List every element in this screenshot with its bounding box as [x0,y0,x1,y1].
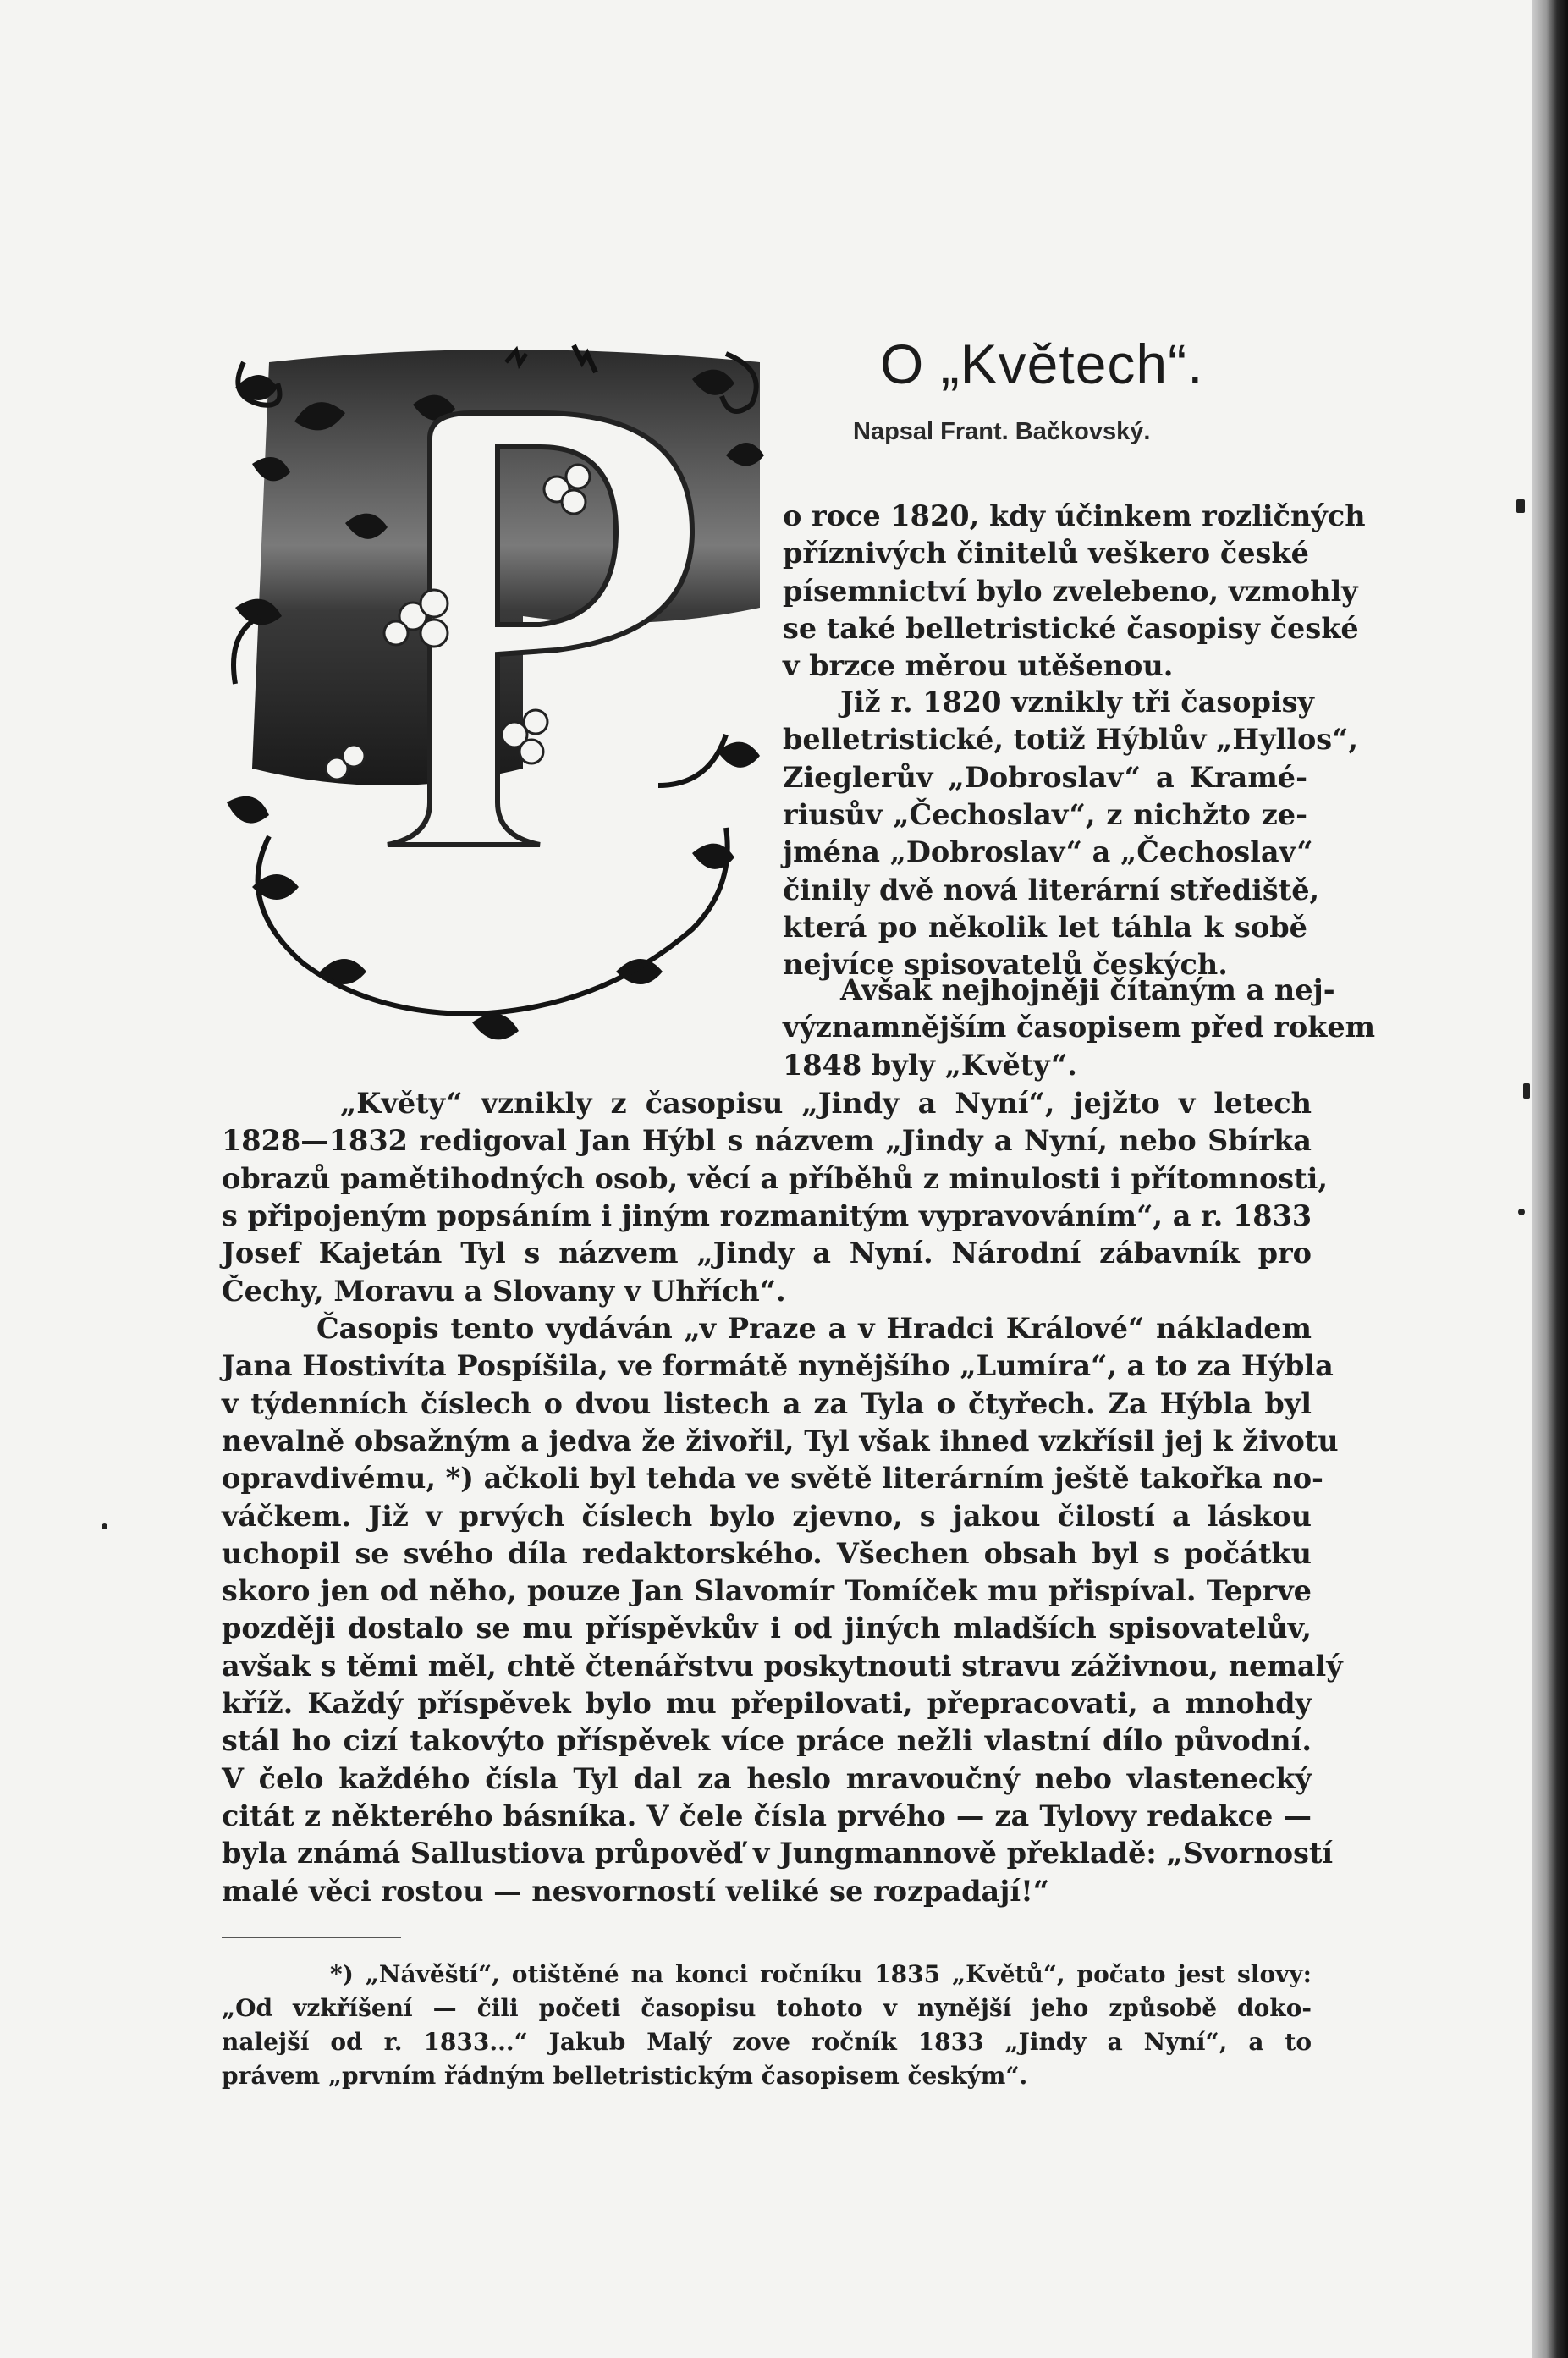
paragraph-line: která po několik let táhla k sobě [783,910,1307,944]
paragraph-line: se také belletristické časopisy české [783,611,1359,645]
decorative-initial-letter [218,328,777,1056]
paragraph-line: citát z některého básníka. V čele čísla prvého — za Tylovy redakce — [222,1799,1312,1832]
paragraph-line: 1848 byly „Květy“. [783,1048,1077,1082]
paragraph-line: V čelo každého čísla Tyl dal za heslo mravoučný nebo vlastenecký [222,1761,1312,1795]
paragraph-line: nevalně obsažným a jedva že živořil, Tyl však ihned vzkřísil jej k životu [222,1424,1339,1457]
footnote-line: „Od vzkříšení — čili početi časopisu tohoto v nynější jeho způsobě doko- [222,1994,1312,2022]
paragraph-line: Avšak nejhojněji čítaným a nej- [840,973,1335,1006]
scan-mark [1518,1209,1525,1215]
paragraph-line: váčkem. Již v prvých číslech bylo zjevno, s jakou čilostí a láskou [222,1499,1312,1533]
paragraph-line: v brzce měrou utěšenou. [783,649,1174,683]
scan-mark [1523,1083,1530,1099]
paragraph-line: o roce 1820, kdy účinkem rozličných [783,499,1366,532]
paragraph-line: Josef Kajetán Tyl s názvem „Jindy a Nyní. Národní zábavník pro [222,1237,1312,1270]
paragraph-line: jména „Dobroslav“ a „Čechoslav“ [783,835,1313,869]
paragraph-line: skoro jen od něho, pouze Jan Slavomír Tomíček mu přispíval. Teprve [222,1574,1312,1608]
paragraph-line: příznivých činitelů veškero české [783,537,1309,570]
paragraph-line: kříž. Každý příspěvek bylo mu přepilovati, přepracovati, a mnohdy [222,1687,1312,1720]
paragraph-line: malé věci rostou — nesvorností veliké se rozpadají!“ [222,1874,1050,1908]
footnote-line: právem „prvním řádným belletristickým časopisem českým“. [222,2062,1028,2090]
paragraph-line: avšak s těmi měl, chtě čtenářstvu poskytnouti stravu záživnou, nemalý [222,1649,1343,1683]
paragraph-line: později dostalo se mu příspěvkův i od jiných mladších spisovatelův, [222,1611,1312,1645]
scan-mark [1516,499,1525,513]
paragraph-line: obrazů pamětihodných osob, věcí a příběhů z minulosti i přítomnosti, [222,1161,1329,1195]
article-author: Napsal Frant. Bačkovský. [853,418,1151,445]
footnote-line: nalejší od r. 1833...“ Jakub Malý zove ročník 1833 „Jindy a Nyní“, a to [222,2028,1312,2056]
paragraph-line: 1828—1832 redigoval Jan Hýbl s názvem „Jindy a Nyní, nebo Sbírka [222,1124,1312,1158]
paragraph-line: opravdivému, *) ačkoli byl tehda ve světě literárním ještě takořka no- [222,1462,1323,1496]
paragraph-line: činily dvě nová literární střediště, [783,873,1320,906]
paragraph-line: Časopis tento vydáván „v Praze a v Hradci Králové“ nákladem [316,1312,1312,1345]
paragraph-line: „Květy“ vznikly z časopisu „Jindy a Nyní“, jejžto v letech [340,1087,1312,1120]
paragraph-line: nejvíce spisovatelů českých. [783,948,1228,982]
paragraph-line: uchopil se svého díla redaktorského. Všechen obsah byl s počátku [222,1536,1312,1570]
paragraph-line: belletristické, totiž Hýblův „Hyllos“, [783,723,1359,757]
paragraph-line: Již r. 1820 vznikly tři časopisy [840,686,1314,719]
paragraph-line: byla známá Sallustiova průpověď v Jungmannově překladě: „Svorností [222,1837,1334,1870]
paragraph-line: Zieglerův „Dobroslav“ a Kramé- [783,760,1307,794]
paragraph-line: Čechy, Moravu a Slovany v Uhřích“. [222,1274,786,1308]
paragraph-line: s připojeným popsáním i jiným rozmanitým vypravováním“, a r. 1833 [222,1198,1312,1232]
scan-mark [102,1523,107,1529]
article-title: O „Květech“. [880,333,1204,395]
paragraph-line: významnějším časopisem před rokem [783,1011,1376,1044]
footnote-rule [222,1937,401,1938]
paragraph-line: Jana Hostivíta Pospíšila, ve formátě nynějšího „Lumíra“, a to za Hýbla [222,1349,1334,1383]
footnote-line: *) „Návěští“, otištěné na konci ročníku 1835 „Květů“, počato jest slovy: [330,1960,1312,1988]
paragraph-line: riusův „Čechoslav“, z nichžto ze- [783,797,1307,831]
paragraph-line: stál ho cizí takovýto příspěvek více práce nežli vlastní dílo původní. [222,1724,1312,1758]
paragraph-line: písemnictví bylo zvelebeno, vzmohly [783,574,1358,608]
scan-edge [1532,0,1568,2358]
paragraph-line: v týdenních číslech o dvou listech a za Tyla o čtyřech. Za Hýbla byl [222,1386,1312,1420]
